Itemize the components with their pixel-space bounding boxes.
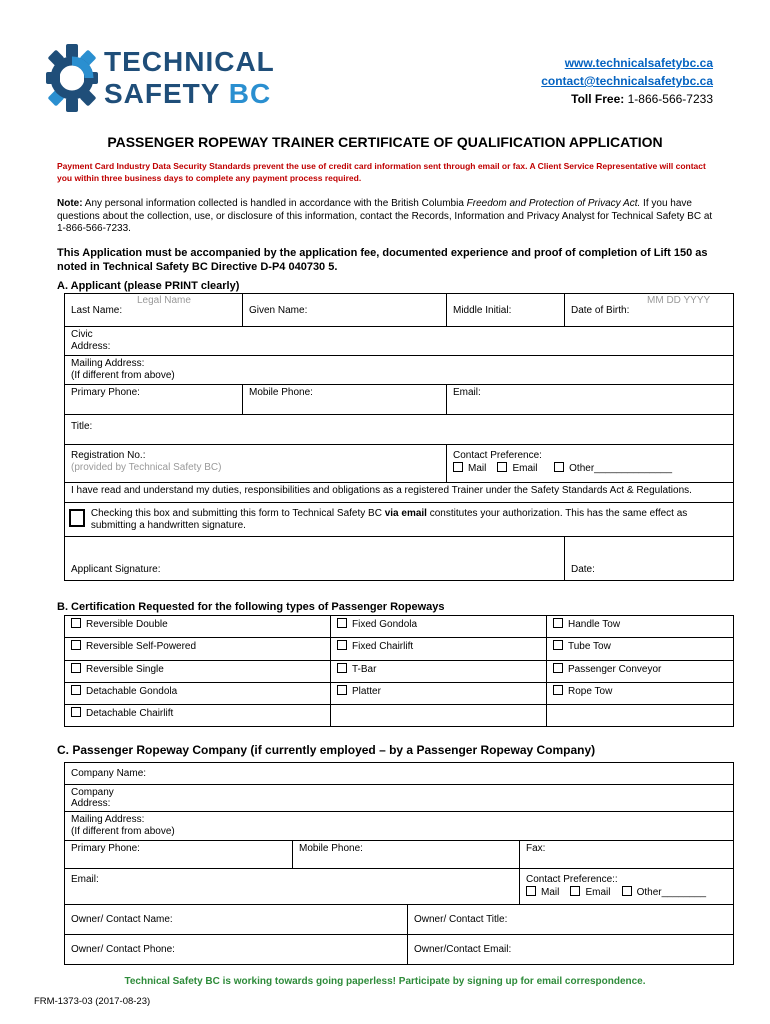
ropeway-option[interactable]: Reversible Double [65, 616, 331, 638]
ropeway-option[interactable]: T-Bar [331, 661, 547, 683]
email-consent-checkbox[interactable] [69, 509, 85, 527]
toll-free: Toll Free: 1-866-566-7233 [571, 92, 713, 106]
ropeway-option[interactable]: Reversible Single [65, 661, 331, 683]
pref-mail-checkbox[interactable] [453, 462, 463, 472]
dob-field[interactable]: Date of Birth: [565, 294, 734, 327]
page-title: PASSENGER ROPEWAY TRAINER CERTIFICATE OF QUALIFICATION APPLICATION [107, 134, 663, 150]
company-pref-other-checkbox[interactable] [622, 886, 632, 896]
civic-address-field[interactable]: Civic Address: [65, 327, 734, 356]
empty-cell [547, 705, 734, 727]
company-mailing-field[interactable]: Mailing Address: (If different from above) [65, 812, 734, 841]
checkbox[interactable] [553, 618, 563, 628]
ropeway-option[interactable]: Detachable Gondola [65, 683, 331, 705]
ropeway-option[interactable]: Handle Tow [547, 616, 734, 638]
checkbox[interactable] [553, 663, 563, 673]
ropeway-types-table [64, 615, 734, 727]
gear-logo-icon [44, 42, 100, 114]
applicant-table [64, 293, 734, 581]
applicant-signature-field[interactable]: Applicant Signature: [65, 537, 565, 581]
logo-text-safety-bc: SAFETY BC [104, 78, 272, 109]
company-contact-preference: Contact Preference:: Mail Email Other________ [520, 869, 734, 905]
checkbox[interactable] [337, 663, 347, 673]
mobile-phone-field[interactable]: Mobile Phone: [243, 385, 447, 415]
section-b-heading: B. Certification Requested for the following types of Passenger Ropeways [57, 601, 445, 613]
ropeway-option[interactable]: Rope Tow [547, 683, 734, 705]
section-c-heading: C. Passenger Ropeway Company (if currently employed – by a Passenger Ropeway Company) [57, 743, 596, 757]
checkbox[interactable] [71, 685, 81, 695]
owner-contact-phone-field[interactable]: Owner/ Contact Phone: [65, 935, 408, 965]
company-mobile-phone-field[interactable]: Mobile Phone: [293, 841, 520, 869]
privacy-note: Note: Any personal information collected is handled in accordance with the British Columbia Freedom and Protection of Privacy Act. If you have questions about the collection, use, or disclosure of this information, contact the Records, Information and Privacy Analyst for Technical Safety BC at 1-866-566-7233. [57, 198, 713, 234]
ropeway-option[interactable]: Fixed Gondola [331, 616, 547, 638]
logo-text-technical: TECHNICAL [104, 46, 275, 77]
checkbox[interactable] [71, 640, 81, 650]
form-number: FRM-1373-03 (2017-08-23) [34, 996, 151, 1007]
given-name-field[interactable]: Given Name: [243, 294, 447, 327]
middle-initial-field[interactable]: Middle Initial: [447, 294, 565, 327]
ropeway-option[interactable]: Platter [331, 683, 547, 705]
checkbox[interactable] [553, 640, 563, 650]
last-name-field[interactable]: Last Name: [65, 294, 243, 327]
checkbox[interactable] [337, 640, 347, 650]
checkbox[interactable] [71, 707, 81, 717]
checkbox[interactable] [553, 685, 563, 695]
ropeway-option[interactable]: Detachable Chairlift [65, 705, 331, 727]
dob-hint: MM DD YYYY [647, 295, 711, 306]
company-pref-email-checkbox[interactable] [570, 886, 580, 896]
checkbox[interactable] [337, 618, 347, 628]
registration-field[interactable]: Registration No.: (provided by Technical Safety BC) [65, 445, 447, 483]
checkbox[interactable] [71, 663, 81, 673]
owner-contact-title-field[interactable]: Owner/ Contact Title: [408, 905, 734, 935]
email-link[interactable]: contact@technicalsafetybc.ca [541, 74, 713, 88]
email-consent: Checking this box and submitting this form to Technical Safety BC via email constitutes your authorization. This has the same effect as submitting a handwritten signature. [65, 503, 734, 537]
checkbox[interactable] [337, 685, 347, 695]
company-name-field[interactable]: Company Name: [65, 763, 734, 785]
email-field[interactable]: Email: [447, 385, 734, 415]
primary-phone-field[interactable]: Primary Phone: [65, 385, 243, 415]
company-primary-phone-field[interactable]: Primary Phone: [65, 841, 293, 869]
company-email-field[interactable]: Email: [65, 869, 520, 905]
owner-contact-email-field[interactable]: Owner/Contact Email: [408, 935, 734, 965]
company-address-field[interactable]: Company Address: [65, 785, 734, 812]
pci-notice: Payment Card Industry Data Security Standards prevent the use of credit card information sent through email or fax. A Client Service Representative will contact you within three business days to complete any payment process required. [57, 161, 706, 183]
website-link[interactable]: www.technicalsafetybc.ca [564, 56, 713, 70]
pref-email-checkbox[interactable] [497, 462, 507, 472]
section-a-heading: A. Applicant (please PRINT clearly) [57, 280, 240, 292]
empty-cell [331, 705, 547, 727]
company-table [64, 762, 734, 965]
accompany-notice: This Application must be accompanied by the application fee, documented experience and proof of completion of Lift 150 as noted in Technical Safety BC Directive D-P4 040730 5. [57, 247, 708, 273]
signature-date-field[interactable]: Date: [565, 537, 734, 581]
ropeway-option[interactable]: Fixed Chairlift [331, 638, 547, 661]
owner-contact-name-field[interactable]: Owner/ Contact Name: [65, 905, 408, 935]
ropeway-option[interactable]: Reversible Self-Powered [65, 638, 331, 661]
company-pref-mail-checkbox[interactable] [526, 886, 536, 896]
title-field[interactable]: Title: [65, 415, 734, 445]
contact-preference: Contact Preference: Mail Email Other______________ [447, 445, 734, 483]
company-fax-field[interactable]: Fax: [520, 841, 734, 869]
contact-block [541, 54, 713, 108]
ropeway-option[interactable]: Tube Tow [547, 638, 734, 661]
pref-other-checkbox[interactable] [554, 462, 564, 472]
duties-statement: I have read and understand my duties, responsibilities and obligations as a registered Trainer under the Safety Standards Act & Regulations. [65, 483, 734, 503]
ropeway-option[interactable]: Passenger Conveyor [547, 661, 734, 683]
paperless-notice: Technical Safety BC is working towards going paperless! Participate by signing up for email correspondence. [124, 976, 646, 987]
legal-name-hint: Legal Name [137, 295, 191, 306]
mailing-address-field[interactable]: Mailing Address: (If different from above) [65, 356, 734, 385]
checkbox[interactable] [71, 618, 81, 628]
